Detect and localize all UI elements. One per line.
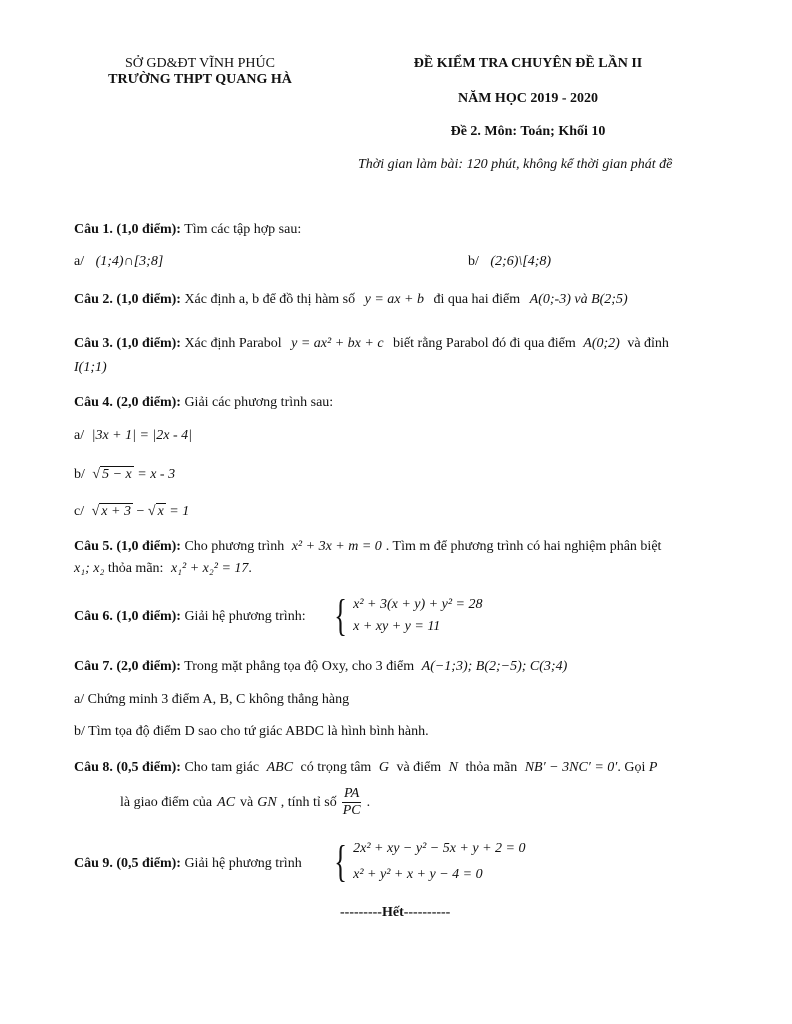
question-9-system [330,837,526,886]
question-8 [74,760,657,776]
time-note: Thời gian làm bài: 120 phút, không kể thời gian phát đề [358,157,673,172]
question-4a [74,428,192,444]
school-year: NĂM HỌC 2019 - 2020 [458,91,598,106]
question-4c [74,504,189,520]
question-3-text2: biết rằng Parabol đó đi qua điểm [393,336,576,351]
question-4b-prefix: b/ [74,467,85,482]
school-name: TRƯỜNG THPT QUANG HÀ [108,72,292,87]
question-4b [74,467,175,483]
question-8-line2-c: , tính tỉ số [280,794,337,810]
question-7a: a/ Chứng minh 3 điểm A, B, C không thẳng hàng [74,692,350,707]
question-4 [74,395,333,411]
question-2 [74,292,628,308]
question-4c-minus: − [136,504,145,519]
question-1-label: Câu 1. (1,0 điểm): [74,222,181,237]
question-8-abc: ABC [266,760,294,775]
question-8-n: N [448,760,458,775]
question-9-eq1: 2x² + xy − y² − 5x + y + 2 = 0 [353,841,526,856]
question-6-eq2: x + xy + y = 11 [353,619,441,634]
department-name: SỞ GD&ĐT VĨNH PHÚC [124,56,275,71]
question-4a-prefix: a/ [74,428,85,443]
question-9-label: Câu 9. (0,5 điểm): [74,856,181,871]
question-5-math: x² + 3x + m = 0 [291,539,382,554]
question-9 [74,856,302,872]
question-6-eq1: x² + 3(x + y) + y² = 28 [353,597,483,612]
question-4c-rest: = 1 [169,504,190,519]
question-5-condition: x₁² + x₂² = 17 [170,561,249,576]
sqrt-sign: √ [91,504,100,519]
sqrt-sign: √ [147,504,156,519]
question-5-end: . [248,561,252,576]
question-1b [468,254,551,270]
question-8-end: . [366,794,371,810]
header-left [80,56,320,88]
end-marker: ---------Hết---------- [340,905,451,920]
exam-title: ĐỀ KIỂM TRA CHUYÊN ĐỀ LẦN II [413,56,643,71]
question-2-text2: đi qua hai điểm [433,292,521,307]
question-2-text: Xác định a, b để đồ thị hàm số [184,292,356,307]
question-8-text4: thỏa mãn [465,760,518,775]
question-4c-radicand-2: x [157,504,164,519]
fraction-denominator: PC [342,803,361,818]
question-9-text: Giải hệ phương trình [184,856,302,871]
question-2-math: y = ax + b [364,292,424,307]
question-8-line2 [120,786,370,819]
question-8-text2: có trọng tâm [300,760,372,775]
question-8-text5: . Gọi [617,760,646,775]
question-8-gn: GN [257,794,277,810]
question-6-system [330,591,483,640]
question-8-label: Câu 8. (0,5 điểm): [74,760,181,775]
brace-icon: { [334,591,347,640]
question-2-points: A(0;-3) và B(2;5) [529,292,628,307]
question-5-vars: x₁; x₂ [74,561,105,576]
question-5-line2-text: thỏa mãn: [107,561,164,576]
question-8-fraction [341,786,363,819]
question-3-point: A(0;2) [583,336,620,351]
question-4a-math: |3x + 1| = |2x - 4| [91,428,192,443]
question-1b-math: (2;6)\[4;8) [490,254,552,269]
question-5-text: Cho phương trình [184,539,285,554]
question-4c-radicand-1: x + 3 [101,504,131,519]
question-5 [74,539,661,555]
fraction-numerator: PA [344,786,360,801]
question-6-label: Câu 6. (1,0 điểm): [74,609,181,624]
question-4b-rest: = x - 3 [137,467,176,482]
question-3 [74,332,738,380]
question-1-text: Tìm các tập hợp sau: [184,222,302,237]
question-8-line2-b: và [240,794,254,810]
question-5-label: Câu 5. (1,0 điểm): [74,539,181,554]
question-4b-radicand: 5 − x [102,467,132,482]
question-4-text: Giải các phương trình sau: [184,395,334,410]
question-1a-prefix: a/ [74,254,85,269]
question-8-ac: AC [217,794,236,810]
question-7-points: A(−1;3); B(2;−5); C(3;4) [421,659,568,674]
question-8-g: G [378,760,389,775]
question-8-text: Cho tam giác [184,760,260,775]
question-7-text: Trong mặt phẳng tọa độ Oxy, cho 3 điểm [184,659,415,674]
question-9-eq2: x² + y² + x + y − 4 = 0 [353,867,483,882]
question-1a-math: (1;4)∩[3;8] [95,254,164,269]
question-7b: b/ Tìm tọa độ điểm D sao cho tứ giác ABDC là hình bình hành. [74,724,429,739]
question-3-label: Câu 3. (1,0 điểm): [74,336,181,351]
question-4-label: Câu 4. (2,0 điểm): [74,395,181,410]
question-8-text3: và điểm [396,760,442,775]
question-5-line2 [74,561,252,577]
question-3-text: Xác định Parabol [184,336,282,351]
brace-icon: { [334,837,347,886]
question-2-label: Câu 2. (1,0 điểm): [74,292,181,307]
question-7 [74,659,567,675]
question-8-p: P [648,760,658,775]
question-1b-prefix: b/ [468,254,479,269]
question-6-text: Giải hệ phương trình: [184,609,306,624]
question-3-math: y = ax² + bx + c [291,336,384,351]
sqrt-sign: √ [92,467,101,482]
question-1 [74,222,301,238]
question-8-vector-eq: NB′ − 3NC′ = 0′ [524,760,618,775]
subject-line: Đề 2. Môn: Toán; Khối 10 [450,124,606,139]
question-7-label: Câu 7. (2,0 điểm): [74,659,181,674]
question-3-text3: và đỉnh [627,336,669,351]
question-5-text2: . Tìm m để phương trình có hai nghiệm phân biệt [385,539,662,554]
question-3-vertex: I(1;1) [74,360,107,375]
question-1a [74,254,163,270]
question-6 [74,609,306,625]
question-4c-prefix: c/ [74,504,85,519]
question-8-line2-a: là giao điểm của [120,794,213,810]
